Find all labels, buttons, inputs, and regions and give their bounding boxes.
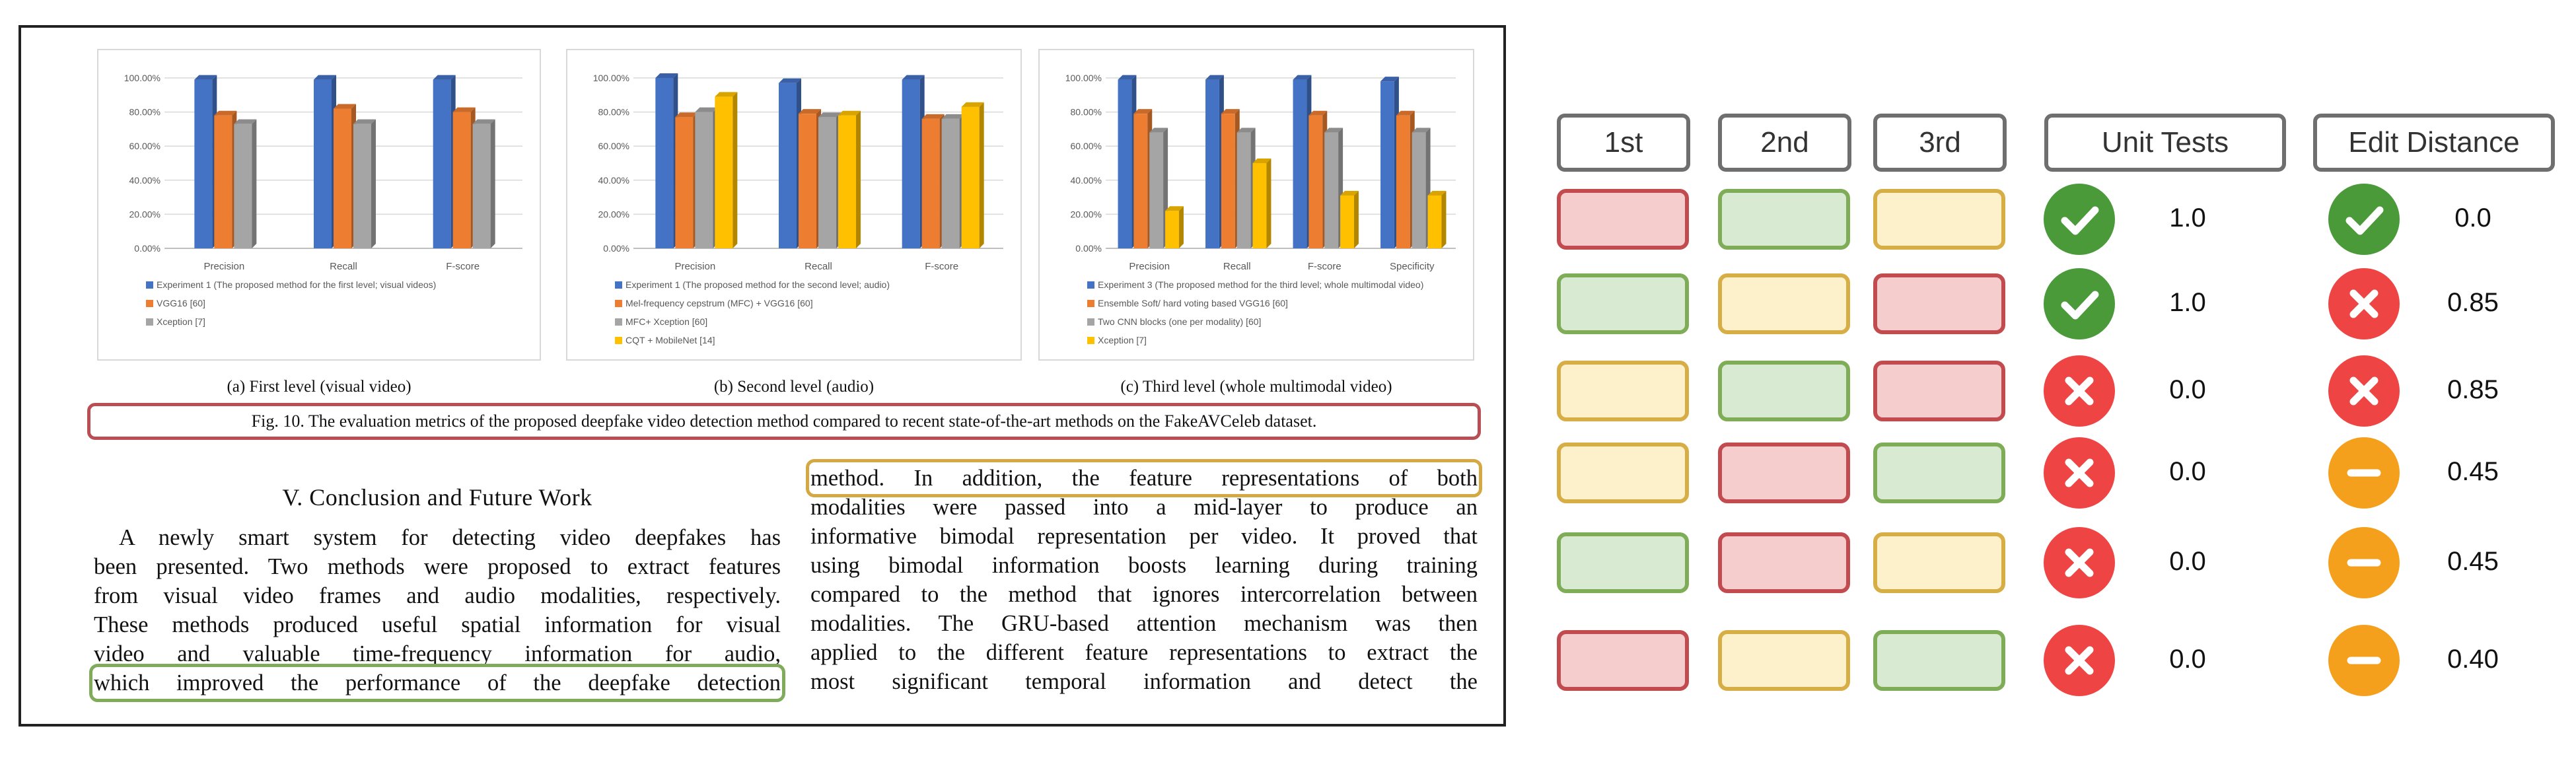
x-tick-label: F-score	[1307, 261, 1342, 272]
bar	[453, 108, 476, 248]
legend-entry: Xception [7]	[1098, 335, 1147, 345]
header-1st: 1st	[1557, 114, 1690, 172]
text-line: applied to the different feature representations to extract the	[810, 640, 1478, 665]
bar	[1205, 75, 1224, 248]
y-tick-label: 60.00%	[129, 141, 161, 152]
bar	[962, 102, 984, 248]
y-tick-label: 80.00%	[1070, 106, 1102, 118]
text-line: most significant temporal information and detect the	[810, 669, 1478, 694]
x-tick-label: F-score	[446, 261, 480, 272]
ranking-box-3	[1873, 532, 2005, 593]
bar	[675, 112, 698, 248]
bar	[818, 112, 841, 248]
unit-test-score: 1.0	[2169, 288, 2206, 317]
header-3rd: 3rd	[1873, 114, 2007, 172]
text-line: been presented. Two methods were proposed to extract features	[94, 554, 781, 579]
text-line: using bimodal information boosts learning during training	[810, 553, 1478, 578]
legend-entry: Experiment 3 (The proposed method for the third level; whole multimodal video)	[1098, 279, 1424, 290]
text-line: from visual video frames and audio modalities, respectively.	[94, 583, 781, 608]
legend-swatch	[1087, 300, 1094, 307]
y-tick-label: 0.00%	[603, 243, 629, 254]
y-tick-label: 60.00%	[598, 141, 629, 152]
legend-swatch	[615, 318, 622, 326]
left-column-text	[94, 523, 781, 697]
bar	[1340, 191, 1359, 248]
header-2nd: 2nd	[1718, 114, 1851, 172]
y-tick-label: 40.00%	[1070, 174, 1102, 186]
chart-second-level	[566, 49, 1022, 361]
bar	[779, 79, 801, 248]
subcaption-c: (c) Third level (whole multimodal video)	[1120, 378, 1392, 396]
text-line: which improved the performance of the deepfake detection	[94, 668, 781, 697]
text-line: compared to the method that ignores intercorrelation between	[810, 582, 1478, 607]
check-icon	[2044, 184, 2115, 255]
legend-entry: Experiment 1 (The proposed method for the first level; visual videos)	[157, 279, 437, 290]
bar	[1253, 159, 1271, 248]
header-unit-tests: Unit Tests	[2044, 114, 2286, 172]
legend-entry: Mel-frequency cepstrum (MFC) + VGG16 [60]	[626, 298, 813, 308]
edit-distance-score: 0.0	[2454, 203, 2491, 232]
header-edit-distance: Edit Distance	[2313, 114, 2555, 172]
ranking-box-2	[1718, 443, 1850, 503]
x-tick-label: Precision	[203, 261, 245, 272]
y-tick-label: 100.00%	[1065, 73, 1102, 83]
ranking-box-3	[1873, 189, 2005, 250]
unit-test-score: 0.0	[2169, 547, 2206, 576]
legend-swatch	[615, 281, 622, 289]
bar	[334, 104, 356, 248]
minus-icon	[2328, 437, 2400, 509]
bar	[942, 114, 964, 248]
ranking-box-1	[1557, 443, 1689, 503]
bar	[473, 120, 495, 248]
figure-caption: Fig. 10. The evaluation metrics of the proposed deepfake video detection method compared to recent state-of-the-art methods on the FakeAVCeleb dataset.	[87, 403, 1481, 440]
bar	[1428, 191, 1447, 248]
right-column-text	[810, 464, 1478, 696]
text-line: video and valuable time-frequency information for audio,	[94, 641, 781, 666]
edit-distance-score: 0.40	[2447, 645, 2499, 674]
ranking-box-2	[1718, 361, 1850, 421]
legend-entry: CQT + MobileNet [14]	[626, 335, 715, 345]
x-tick-label: Precision	[1129, 261, 1170, 272]
bar	[1293, 75, 1312, 248]
ranking-box-2	[1718, 532, 1850, 593]
text-line: informative bimodal representation per video. It proved that	[810, 524, 1478, 549]
ranking-box-1	[1557, 273, 1689, 334]
bar	[1237, 128, 1256, 248]
unit-test-score: 0.0	[2169, 375, 2206, 404]
y-tick-label: 100.00%	[124, 73, 161, 83]
ranking-box-3	[1873, 630, 2005, 691]
ranking-box-1	[1557, 532, 1689, 593]
edit-distance-score: 0.45	[2447, 547, 2499, 576]
ranking-box-1	[1557, 630, 1689, 691]
cross-icon	[2044, 527, 2115, 598]
cross-icon	[2328, 355, 2400, 427]
text-line: These methods produced useful spatial information for visual	[94, 612, 781, 637]
bar	[1221, 109, 1240, 248]
bar	[1412, 128, 1431, 248]
y-tick-label: 100.00%	[592, 73, 629, 83]
edit-distance-score: 0.85	[2447, 375, 2499, 404]
y-tick-label: 40.00%	[598, 174, 629, 186]
bar	[1133, 109, 1152, 248]
bar	[1308, 111, 1327, 248]
bar	[695, 108, 717, 248]
bar	[922, 114, 945, 248]
ranking-box-1	[1557, 189, 1689, 250]
minus-icon	[2328, 625, 2400, 696]
chart-third-level	[1038, 49, 1474, 361]
ranking-box-2	[1718, 630, 1850, 691]
y-tick-label: 40.00%	[129, 174, 161, 186]
bar-chart-svg	[1040, 50, 1476, 359]
ranking-box-3	[1873, 273, 2005, 334]
check-icon	[2328, 184, 2400, 255]
legend-swatch	[146, 318, 153, 326]
x-tick-label: F-score	[925, 261, 959, 272]
y-tick-label: 60.00%	[1070, 141, 1102, 152]
legend-entry: Experiment 1 (The proposed method for the second level; audio)	[626, 279, 890, 290]
bar	[1396, 111, 1415, 248]
legend-swatch	[615, 337, 622, 344]
bar	[799, 109, 821, 248]
legend-entry: Ensemble Soft/ hard voting based VGG16 [60]	[1098, 298, 1288, 308]
bar	[1165, 206, 1184, 248]
text-line: modalities were passed into a mid-layer to produce an	[810, 495, 1478, 520]
bar-chart-svg	[98, 50, 542, 359]
ranking-box-1	[1557, 361, 1689, 421]
text-line: A newly smart system for detecting video deepfakes has	[119, 525, 781, 550]
chart-first-level	[97, 49, 541, 361]
bar	[314, 75, 336, 248]
edit-distance-score: 0.45	[2447, 457, 2499, 486]
legend-entry: MFC+ Xception [60]	[626, 316, 708, 327]
x-tick-label: Precision	[674, 261, 716, 272]
bar	[433, 75, 456, 248]
bar	[1380, 77, 1399, 248]
y-tick-label: 0.00%	[1075, 243, 1102, 254]
bar	[1118, 75, 1137, 248]
bar	[194, 75, 217, 248]
legend-swatch	[146, 300, 153, 307]
check-icon	[2044, 268, 2115, 339]
cross-icon	[2044, 355, 2115, 427]
legend-swatch	[146, 281, 153, 289]
unit-test-score: 1.0	[2169, 203, 2206, 232]
y-tick-label: 80.00%	[129, 106, 161, 118]
bar	[902, 75, 925, 248]
y-tick-label: 20.00%	[1070, 209, 1102, 220]
unit-test-score: 0.0	[2169, 457, 2206, 486]
bar	[234, 120, 256, 248]
legend-entry: VGG16 [60]	[157, 298, 205, 308]
legend-swatch	[615, 300, 622, 307]
ranking-box-2	[1718, 273, 1850, 334]
legend-swatch	[1087, 337, 1094, 344]
x-tick-label: Specificity	[1389, 261, 1435, 272]
legend-entry: Two CNN blocks (one per modality) [60]	[1098, 316, 1262, 327]
bar	[1149, 128, 1168, 248]
bar	[353, 120, 376, 248]
y-tick-label: 20.00%	[129, 209, 161, 220]
document-excerpt	[18, 25, 1506, 727]
y-tick-label: 80.00%	[598, 106, 629, 118]
ranking-box-3	[1873, 361, 2005, 421]
bar	[655, 73, 678, 248]
cross-icon	[2044, 437, 2115, 509]
cross-icon	[2328, 268, 2400, 339]
unit-test-score: 0.0	[2169, 645, 2206, 674]
edit-distance-score: 0.85	[2447, 288, 2499, 317]
minus-icon	[2328, 527, 2400, 598]
bar-chart-svg	[567, 50, 1023, 359]
legend-swatch	[1087, 318, 1094, 326]
y-tick-label: 20.00%	[598, 209, 629, 220]
bar	[1324, 128, 1343, 248]
subcaption-b: (b) Second level (audio)	[713, 378, 875, 396]
x-tick-label: Recall	[330, 261, 357, 272]
section-title: V. Conclusion and Future Work	[282, 484, 592, 511]
ranking-box-2	[1718, 189, 1850, 250]
legend-swatch	[1087, 281, 1094, 289]
text-line: modalities. The GRU-based attention mechanism was then	[810, 611, 1478, 636]
x-tick-label: Recall	[1223, 261, 1251, 272]
cross-icon	[2044, 625, 2115, 696]
text-line: method. In addition, the feature representations of both	[810, 464, 1478, 493]
bar	[838, 111, 861, 248]
bar	[214, 111, 236, 248]
ranking-box-3	[1873, 443, 2005, 503]
legend-entry: Xception [7]	[157, 316, 205, 327]
x-tick-label: Recall	[805, 261, 832, 272]
y-tick-label: 0.00%	[134, 243, 161, 254]
bar	[715, 92, 737, 248]
subcaption-a: (a) First level (visual video)	[227, 378, 411, 396]
